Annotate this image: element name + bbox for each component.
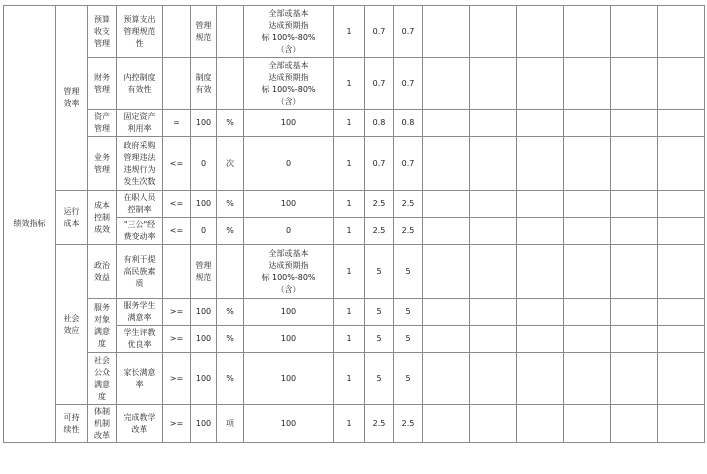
empty-cell [517,137,564,191]
table-row [4,245,705,299]
indicator-name: 完成教学 改革 [117,405,163,443]
level2-indicator: 管理 效率 [56,6,88,191]
table-row [4,405,705,443]
empty-cell [517,405,564,443]
operator: = [163,110,191,137]
level2-indicator: 运行 成本 [56,191,88,245]
empty-cell [423,137,470,191]
indicator-name: 在职人员 控制率 [117,191,163,218]
operator: <= [163,191,191,218]
empty-cell [611,326,658,353]
scoring-standard: 全部或基本 达成预期指 标 100%-80% （含） [244,6,334,58]
empty-cell [611,405,658,443]
empty-cell [517,110,564,137]
table-row [4,58,705,110]
score: 0.7 [365,137,394,191]
scoring-standard: 100 [244,405,334,443]
score: 5 [394,353,423,405]
empty-cell [611,218,658,245]
performance-indicator-table [3,5,705,443]
level3-indicator: 预算 收支 管理 [88,6,117,58]
empty-cell [423,191,470,218]
scoring-standard: 0 [244,137,334,191]
weight: 1 [334,353,365,405]
level3-indicator: 成本 控制 成效 [88,191,117,245]
unit: % [217,353,244,405]
scoring-standard: 100 [244,110,334,137]
empty-cell [658,137,705,191]
score: 0.7 [394,6,423,58]
empty-cell [564,218,611,245]
target-value: 管理 规范 [191,6,217,58]
score: 2.5 [365,191,394,218]
indicator-name: 服务学生 满意率 [117,299,163,326]
unit [217,6,244,58]
empty-cell [423,218,470,245]
empty-cell [611,137,658,191]
empty-cell [611,245,658,299]
empty-cell [611,58,658,110]
empty-cell [564,6,611,58]
empty-cell [470,326,517,353]
unit [217,58,244,110]
empty-cell [470,137,517,191]
empty-cell [517,218,564,245]
empty-cell [564,191,611,218]
empty-cell [423,326,470,353]
indicator-name: 固定资产 利用率 [117,110,163,137]
scoring-standard: 0 [244,218,334,245]
empty-cell [517,58,564,110]
empty-cell [470,405,517,443]
unit: % [217,218,244,245]
score: 2.5 [365,405,394,443]
empty-cell [470,6,517,58]
empty-cell [564,245,611,299]
scoring-standard: 100 [244,326,334,353]
operator: <= [163,137,191,191]
operator: <= [163,218,191,245]
score: 2.5 [365,218,394,245]
scoring-standard: 全部或基本 达成预期指 标 100%-80% （含） [244,58,334,110]
empty-cell [611,299,658,326]
empty-cell [611,6,658,58]
scoring-standard: 100 [244,299,334,326]
target-value: 100 [191,191,217,218]
score: 0.7 [365,6,394,58]
empty-cell [611,191,658,218]
empty-cell [517,191,564,218]
table-row [4,6,705,58]
operator [163,58,191,110]
indicator-name: 学生评教 优良率 [117,326,163,353]
empty-cell [470,191,517,218]
score: 5 [365,245,394,299]
empty-cell [517,353,564,405]
target-value: 100 [191,326,217,353]
target-value: 100 [191,299,217,326]
empty-cell [564,110,611,137]
unit [217,245,244,299]
target-value: 0 [191,137,217,191]
indicator-name: "三公"经 费变动率 [117,218,163,245]
score: 5 [365,326,394,353]
empty-cell [658,58,705,110]
weight: 1 [334,6,365,58]
indicator-name: 有利于提 高民族素 质 [117,245,163,299]
unit: 项 [217,405,244,443]
weight: 1 [334,137,365,191]
table-row [4,353,705,405]
empty-cell [423,6,470,58]
empty-cell [423,110,470,137]
empty-cell [658,218,705,245]
operator: >= [163,353,191,405]
score: 2.5 [394,191,423,218]
indicator-name: 内控制度 有效性 [117,58,163,110]
score: 0.7 [365,58,394,110]
empty-cell [658,6,705,58]
empty-cell [517,326,564,353]
scoring-standard: 100 [244,353,334,405]
score: 0.8 [394,110,423,137]
empty-cell [423,405,470,443]
empty-cell [564,58,611,110]
unit: % [217,191,244,218]
score: 0.7 [394,58,423,110]
empty-cell [470,218,517,245]
target-value: 管理 规范 [191,245,217,299]
empty-cell [564,405,611,443]
weight: 1 [334,326,365,353]
operator: >= [163,326,191,353]
operator [163,6,191,58]
empty-cell [517,299,564,326]
empty-cell [658,353,705,405]
weight: 1 [334,405,365,443]
indicator-name: 政府采购 管理违法 违规行为 发生次数 [117,137,163,191]
empty-cell [611,353,658,405]
empty-cell [517,6,564,58]
empty-cell [470,353,517,405]
weight: 1 [334,110,365,137]
empty-cell [423,245,470,299]
empty-cell [470,245,517,299]
empty-cell [658,110,705,137]
level3-indicator: 资产 管理 [88,110,117,137]
empty-cell [470,58,517,110]
operator: >= [163,405,191,443]
score: 0.7 [394,137,423,191]
target-value: 100 [191,353,217,405]
level2-indicator: 可持 续性 [56,405,88,443]
level3-indicator: 业务 管理 [88,137,117,191]
target-value: 制度 有效 [191,58,217,110]
unit: % [217,326,244,353]
empty-cell [423,58,470,110]
empty-cell [564,326,611,353]
empty-cell [423,353,470,405]
indicator-name: 预算支出 管理规范 性 [117,6,163,58]
target-value: 100 [191,110,217,137]
indicator-name: 家长满意 率 [117,353,163,405]
operator: >= [163,299,191,326]
score: 5 [394,299,423,326]
weight: 1 [334,58,365,110]
target-value: 100 [191,405,217,443]
empty-cell [611,110,658,137]
empty-cell [470,299,517,326]
level3-indicator: 服务 对象 满意 度 [88,299,117,353]
table-row [4,299,705,326]
target-value: 0 [191,218,217,245]
table-row [4,110,705,137]
weight: 1 [334,191,365,218]
empty-cell [658,405,705,443]
score: 5 [365,299,394,326]
level3-indicator: 政治 效益 [88,245,117,299]
score: 2.5 [394,405,423,443]
empty-cell [564,299,611,326]
weight: 1 [334,299,365,326]
score: 5 [394,245,423,299]
unit: % [217,299,244,326]
empty-cell [517,245,564,299]
level3-indicator: 社会 公众 满意 度 [88,353,117,405]
level1-indicator: 绩效指标 [4,6,56,443]
empty-cell [564,353,611,405]
weight: 1 [334,218,365,245]
table-row [4,137,705,191]
empty-cell [658,299,705,326]
empty-cell [564,137,611,191]
table-row [4,191,705,218]
empty-cell [423,299,470,326]
unit: % [217,110,244,137]
scoring-standard: 100 [244,191,334,218]
level2-indicator: 社会 效应 [56,245,88,405]
weight: 1 [334,245,365,299]
score: 5 [394,326,423,353]
operator [163,245,191,299]
unit: 次 [217,137,244,191]
score: 2.5 [394,218,423,245]
empty-cell [658,326,705,353]
level3-indicator: 体制 机制 改革 [88,405,117,443]
level3-indicator: 财务 管理 [88,58,117,110]
empty-cell [658,191,705,218]
score: 0.8 [365,110,394,137]
scoring-standard: 全部或基本 达成预期指 标 100%-80% （含） [244,245,334,299]
empty-cell [658,245,705,299]
empty-cell [470,110,517,137]
score: 5 [365,353,394,405]
